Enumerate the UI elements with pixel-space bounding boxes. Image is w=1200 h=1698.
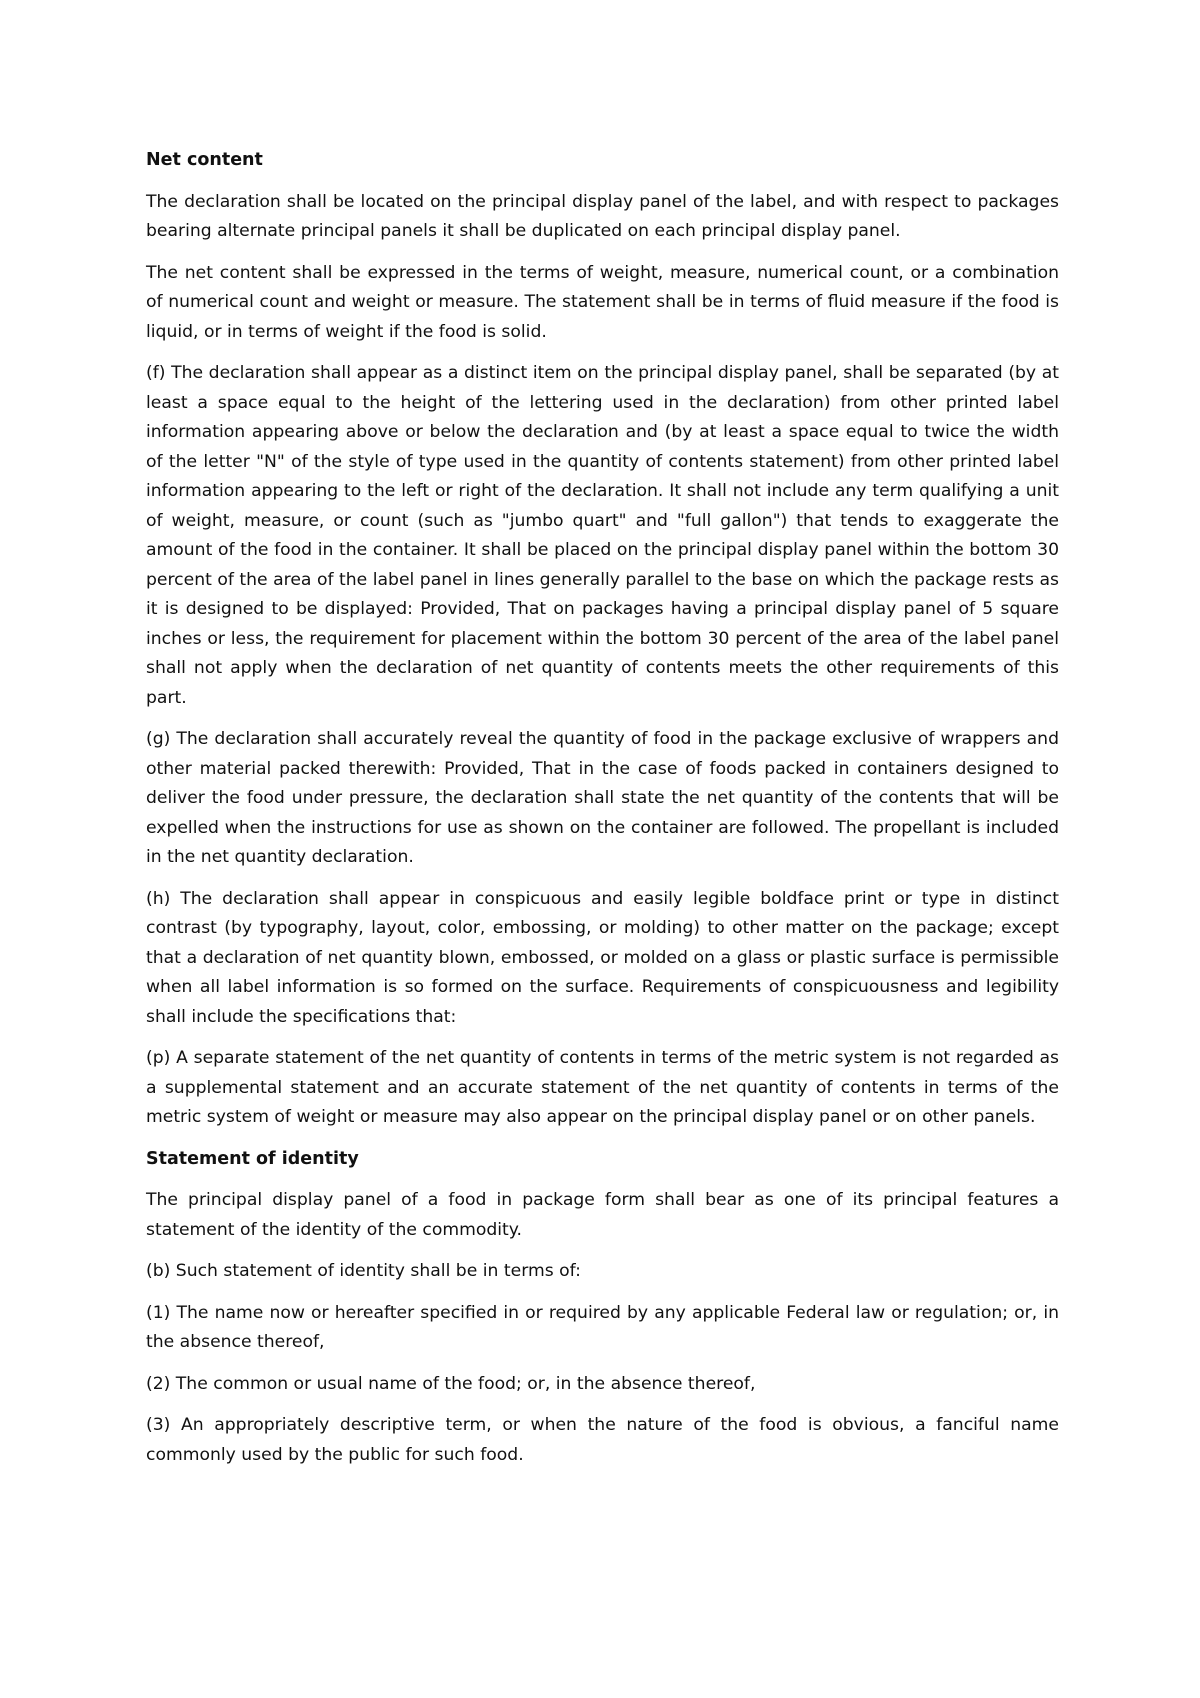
paragraph-f: (f) The declaration shall appear as a distinct item on the principal display panel, shall be separated (by at least a space equal to the height of the lettering used in the declaration) from other printed label information appearing above or below the declaration and (by at least a space equal to twice the width of the letter "N" of the style of type used in the quantity of contents statement) from other printed label information appearing to the left or right of the declaration. It shall not include any term qualifying a unit of weight, measure, or count (such as "jumbo quart" and "full gallon") that tends to exaggerate the amount of the food in the container. It shall be placed on the principal display panel within the bottom 30 percent of the area of the label panel in lines generally parallel to the base on which the package rests as it is designed to be displayed: Provided, That on packages having a principal display panel of 5 square inches or less, the requirement for placement within the bottom 30 percent of the area of the label panel shall not apply when the declaration of net quantity of contents meets the other requirements of this part.: [146, 363, 1059, 708]
paragraph: The principal display panel of a food in package form shall bear as one of its principal features a statement of the identity of the commodity.: [146, 1190, 1059, 1240]
paragraph: The net content shall be expressed in the terms of weight, measure, numerical count, or a combination of numerical count and weight or measure. The statement shall be in terms of fluid measure if the food is liquid, or in terms of weight if the food is solid.: [146, 262, 1059, 342]
paragraph-1: (1) The name now or hereafter specified in or required by any applicable Federal law or regulation; or, in the absence thereof,: [146, 1302, 1059, 1352]
document-body: [146, 146, 1059, 1482]
paragraph: The declaration shall be located on the principal display panel of the label, and with respect to packages bearing alternate principal panels it shall be duplicated on each principal display panel.: [146, 191, 1059, 241]
paragraph-h: (h) The declaration shall appear in conspicuous and easily legible boldface print or type in distinct contrast (by typography, layout, color, embossing, or molding) to other matter on the package; except that a declaration of net quantity blown, embossed, or molded on a glass or plastic surface is permissible when all label information is so formed on the surface. Requirements of conspicuousness and legibility shall include the specifications that:: [146, 888, 1059, 1027]
section-heading-statement-of-identity: Statement of identity: [146, 1148, 359, 1169]
paragraph-b: (b) Such statement of identity shall be in terms of:: [146, 1261, 581, 1281]
section-heading-net-content: Net content: [146, 150, 263, 170]
paragraph-2: (2) The common or usual name of the food; or, in the absence thereof,: [146, 1373, 756, 1394]
paragraph-3: (3) An appropriately descriptive term, or when the nature of the food is obvious, a fanciful name commonly used by the public for such food.: [146, 1415, 1059, 1465]
paragraph-g: (g) The declaration shall accurately reveal the quantity of food in the package exclusive of wrappers and other material packed therewith: Provided, That in the case of foods packed in containers designed to deliver the food under pressure, the declaration shall state the net quantity of the contents that will be expelled when the instructions for use as shown on the container are followed. The propellant is included in the net quantity declaration.: [146, 729, 1059, 867]
paragraph-p: (p) A separate statement of the net quantity of contents in terms of the metric system is not regarded as a supplemental statement and an accurate statement of the net quantity of contents in terms of the metric system of weight or measure may also appear on the principal display panel or on other panels.: [146, 1048, 1059, 1127]
